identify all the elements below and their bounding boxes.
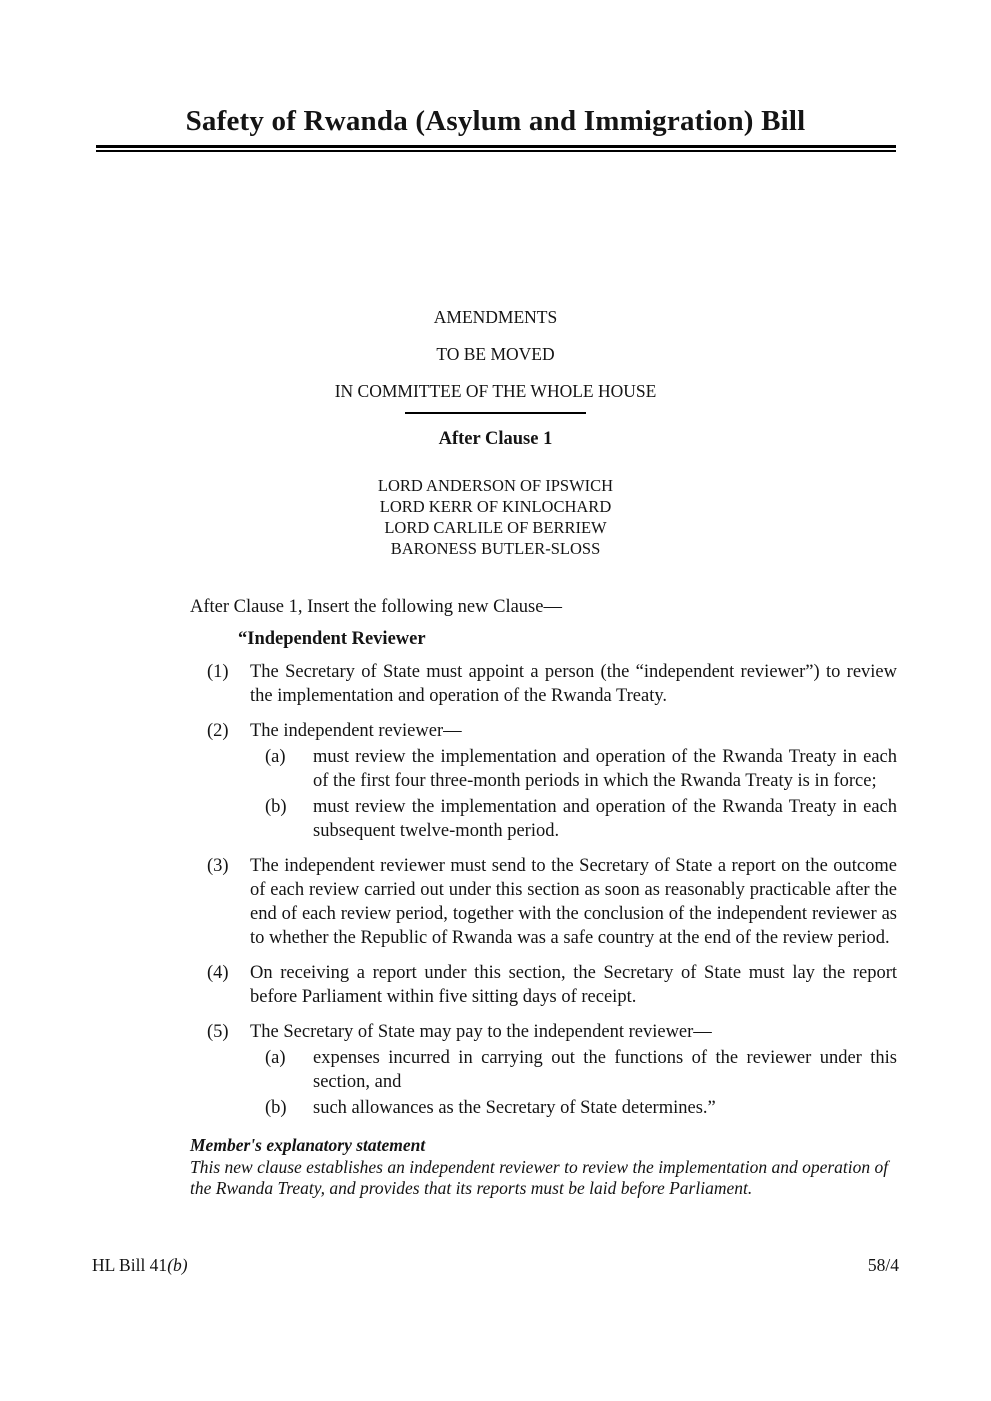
sub-item-text: expenses incurred in carrying out the functions of the reviewer under this section, and — [313, 1048, 897, 1092]
sub-item-number: (a) — [265, 747, 286, 767]
sponsor-name: LORD KERR OF KINLOCHARD — [379, 497, 612, 516]
page-footer — [92, 1255, 899, 1276]
sub-item-text: must review the implementation and operation of the Rwanda Treaty in each of the first four three-month periods in which the Rwanda Treaty is in force; — [313, 747, 897, 791]
bill-title: Safety of Rwanda (Asylum and Immigration) Bill — [185, 105, 806, 137]
amendment-body — [190, 595, 897, 1120]
heading-to-be-moved: TO BE MOVED — [436, 344, 555, 364]
sub-item-a — [250, 1046, 897, 1094]
sub-item-number: (b) — [265, 797, 287, 817]
footer-bill-number-main: HL Bill 41 — [92, 1255, 168, 1275]
subsection-text: The independent reviewer must send to the Secretary of State a report on the outcome of each review carried out under this section as soon as reasonably practicable after the end of each review period, together with the conclusion of the independent reviewer as to whether the Republic of Rwanda was a safe country at the end of the review period. — [250, 856, 897, 948]
subsection-3 — [207, 854, 897, 950]
subsection-text: The Secretary of State must appoint a person (the “independent reviewer”) to review the implementation and operation of the Rwanda Treaty. — [250, 662, 897, 706]
sub-item-b — [250, 795, 897, 843]
sub-item-text: must review the implementation and operation of the Rwanda Treaty in each subsequent twelve-month period. — [313, 797, 897, 841]
clause-heading: After Clause 1 — [438, 429, 553, 449]
subsection-4 — [207, 961, 897, 1009]
title-double-rule — [96, 145, 896, 152]
subsection-number: (2) — [207, 721, 229, 741]
subsection-number: (1) — [207, 662, 229, 682]
explanatory-heading: Member's explanatory statement — [190, 1135, 426, 1155]
explanatory-statement — [190, 1135, 896, 1200]
explanatory-text: This new clause establishes an independent reviewer to review the implementation and operation of the Rwanda Treaty, and provides that its reports must be laid before Parliament. — [190, 1156, 889, 1198]
subsection-text: On receiving a report under this section, the Secretary of State must lay the report before Parliament within five sitting days of receipt. — [250, 963, 897, 1007]
subsection-2 — [207, 719, 897, 843]
footer-print-code: 58/4 — [867, 1255, 899, 1275]
subsection-text: The independent reviewer— — [250, 721, 462, 741]
sub-item-number: (a) — [265, 1048, 286, 1068]
sponsor-list — [0, 475, 991, 559]
sponsor-name: BARONESS BUTLER-SLOSS — [390, 539, 601, 558]
sub-item-number: (b) — [265, 1098, 287, 1118]
subsection-1 — [207, 660, 897, 708]
subsection-number: (5) — [207, 1022, 229, 1042]
section-divider-rule — [405, 412, 586, 414]
subsection-5 — [207, 1020, 897, 1120]
amendments-heading-block — [0, 307, 991, 402]
subsection-number: (4) — [207, 963, 229, 983]
sub-item-text: such allowances as the Secretary of State determines.” — [313, 1098, 716, 1118]
subsection-text: The Secretary of State may pay to the independent reviewer— — [250, 1022, 712, 1042]
sponsor-name: LORD CARLILE OF BERRIEW — [384, 518, 607, 537]
amendment-instruction: After Clause 1, Insert the following new Clause— — [190, 597, 562, 617]
footer-bill-number — [92, 1255, 188, 1276]
heading-amendments: AMENDMENTS — [433, 307, 558, 327]
heading-committee: IN COMMITTEE OF THE WHOLE HOUSE — [334, 381, 657, 401]
subsection-number: (3) — [207, 856, 229, 876]
sub-item-b — [250, 1096, 897, 1120]
footer-bill-number-suffix: (b) — [167, 1255, 188, 1275]
new-clause-title: “Independent Reviewer — [238, 629, 426, 649]
sponsor-name: LORD ANDERSON OF IPSWICH — [377, 476, 614, 495]
sub-item-a — [250, 745, 897, 793]
